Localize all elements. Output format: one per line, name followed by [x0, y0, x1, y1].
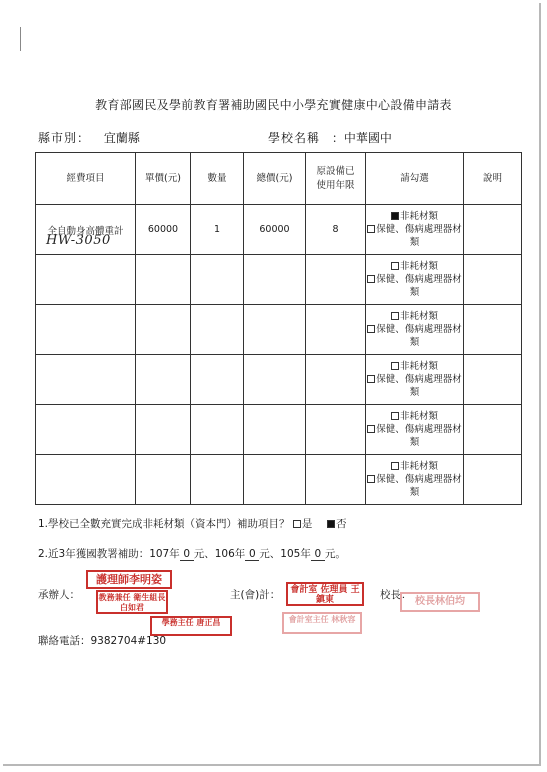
document-title: 教育部國民及學前教育署補助國民中小學充實健康中心設備申請表 — [95, 98, 452, 112]
total-cell — [244, 405, 306, 455]
total-cell — [244, 455, 306, 505]
total-cell: 60000 — [244, 205, 306, 255]
option-label: 非耗材類 — [399, 261, 438, 272]
option-label: 非耗材類 — [399, 411, 438, 422]
option-health-equipment — [366, 223, 463, 249]
years-cell — [306, 305, 366, 355]
yes-checkbox[interactable] — [293, 520, 301, 528]
option-non-consumable — [366, 360, 463, 373]
item-cell — [36, 255, 136, 305]
category-options — [366, 305, 464, 355]
years-cell — [306, 255, 366, 305]
unit-price-cell: 60000 — [136, 205, 191, 255]
years-cell — [306, 355, 366, 405]
yes-label: 是 — [301, 518, 313, 530]
checkbox[interactable] — [367, 225, 375, 233]
table-row — [36, 455, 522, 505]
option-label: 保健、傷病處理器材類 — [376, 374, 462, 398]
item-cell — [36, 205, 136, 255]
table-row — [36, 205, 522, 255]
unit-price-cell — [136, 305, 191, 355]
subsidy-105: 0 — [311, 548, 325, 561]
option-label: 保健、傷病處理器材類 — [376, 474, 462, 498]
stamp-accountant: 會計室 佐理員 王鎮東 — [286, 582, 364, 606]
note-cell — [464, 455, 522, 505]
stamp-principal: 校長林伯均 — [400, 592, 480, 612]
equipment-table — [35, 152, 522, 505]
header-unit-price: 單價(元) — [136, 153, 191, 205]
years-cell — [306, 455, 366, 505]
checkbox[interactable] — [391, 412, 399, 420]
checkbox[interactable] — [367, 325, 375, 333]
county-value: 宜蘭縣 — [103, 131, 140, 145]
accounting-label: 主(會)計： — [230, 589, 281, 601]
question-2-mid-2: 元、105年 — [259, 548, 311, 560]
table-row — [36, 305, 522, 355]
checkbox[interactable] — [367, 475, 375, 483]
phone-label: 聯絡電話： — [38, 635, 91, 647]
option-label: 非耗材類 — [399, 461, 438, 472]
option-non-consumable — [366, 410, 463, 423]
note-cell — [464, 405, 522, 455]
note-cell — [464, 305, 522, 355]
header-note: 說明 — [464, 153, 522, 205]
option-label: 保健、傷病處理器材類 — [376, 324, 462, 348]
years-cell: 8 — [306, 205, 366, 255]
unit-price-cell — [136, 455, 191, 505]
unit-price-cell — [136, 255, 191, 305]
option-health-equipment — [366, 423, 463, 449]
quantity-cell — [191, 355, 244, 405]
category-options — [366, 205, 464, 255]
stamp-accounting-seal: 會計室主任 林秋容 — [282, 612, 362, 634]
item-cell — [36, 455, 136, 505]
quantity-cell — [191, 255, 244, 305]
checkbox[interactable] — [367, 275, 375, 283]
question-1-text: 1.學校已全數充實完成非耗材類（資本門）補助項目？ — [38, 518, 290, 530]
item-cell — [36, 355, 136, 405]
question-2 — [38, 546, 346, 561]
option-health-equipment — [366, 273, 463, 299]
checkbox[interactable] — [367, 375, 375, 383]
no-label: 否 — [336, 518, 347, 530]
option-non-consumable — [366, 310, 463, 323]
item-cell — [36, 405, 136, 455]
category-options — [366, 255, 464, 305]
checkbox[interactable] — [391, 362, 399, 370]
option-label: 非耗材類 — [399, 211, 438, 222]
header-check: 請勾選 — [366, 153, 464, 205]
option-health-equipment — [366, 323, 463, 349]
question-1 — [38, 516, 347, 531]
quantity-cell — [191, 405, 244, 455]
option-label: 保健、傷病處理器材類 — [376, 224, 462, 248]
years-cell — [306, 405, 366, 455]
header-quantity: 數量 — [191, 153, 244, 205]
option-non-consumable — [366, 210, 463, 223]
checkbox[interactable] — [391, 312, 399, 320]
quantity-cell — [191, 305, 244, 355]
checkbox[interactable] — [391, 212, 399, 220]
option-label: 保健、傷病處理器材類 — [376, 424, 462, 448]
option-non-consumable — [366, 260, 463, 273]
option-health-equipment — [366, 473, 463, 499]
table-header-row — [36, 153, 522, 205]
note-cell — [464, 205, 522, 255]
checkbox[interactable] — [391, 462, 399, 470]
item-name: 全自動身高體重計 — [47, 225, 124, 237]
unit-price-cell — [136, 355, 191, 405]
item-cell — [36, 305, 136, 355]
checkbox[interactable] — [391, 262, 399, 270]
option-label: 非耗材類 — [399, 361, 438, 372]
total-cell — [244, 255, 306, 305]
question-2-mid-1: 元、106年 — [193, 548, 246, 560]
stamp-health-director: 教務兼任 衛生組長 白如君 — [96, 590, 168, 614]
phone-value: 9382704#130 — [90, 635, 167, 647]
subsidy-107: 0 — [180, 548, 194, 561]
table-row — [36, 405, 522, 455]
unit-price-cell — [136, 405, 191, 455]
table-row — [36, 255, 522, 305]
punch-mark — [20, 27, 21, 51]
handwritten-model: HW-3050 — [46, 233, 111, 248]
category-options — [366, 405, 464, 455]
header-total: 總價(元) — [244, 153, 306, 205]
note-cell — [464, 255, 522, 305]
option-label: 保健、傷病處理器材類 — [376, 274, 462, 298]
header-item: 經費項目 — [36, 153, 136, 205]
principal-label: 校長： — [380, 589, 412, 601]
total-cell — [244, 305, 306, 355]
school-field — [268, 129, 392, 146]
school-value: ：中華國中 — [331, 131, 392, 145]
category-options — [366, 355, 464, 405]
phone-line — [38, 633, 166, 648]
question-2-prefix: 2.近3年獲國教署補助：107年 — [38, 548, 180, 560]
option-label: 非耗材類 — [399, 311, 438, 322]
no-checkbox[interactable] — [327, 520, 335, 528]
header-years-used: 原設備已使用年限 — [306, 153, 366, 205]
category-options — [366, 455, 464, 505]
stamp-student-affairs: 學務主任 唐正昌 — [150, 616, 232, 636]
county-label: 縣市別： — [38, 131, 91, 145]
table-row — [36, 355, 522, 405]
quantity-cell — [191, 455, 244, 505]
quantity-cell: 1 — [191, 205, 244, 255]
subsidy-106: 0 — [245, 548, 259, 561]
stamp-nurse: 護理師李明姿 — [86, 570, 172, 589]
option-non-consumable — [366, 460, 463, 473]
option-health-equipment — [366, 373, 463, 399]
handler-label: 承辦人： — [38, 589, 80, 601]
county-field — [38, 129, 140, 146]
total-cell — [244, 355, 306, 405]
school-label: 學校名稱 — [268, 131, 321, 145]
question-2-suffix: 元。 — [324, 548, 346, 560]
note-cell — [464, 355, 522, 405]
checkbox[interactable] — [367, 425, 375, 433]
